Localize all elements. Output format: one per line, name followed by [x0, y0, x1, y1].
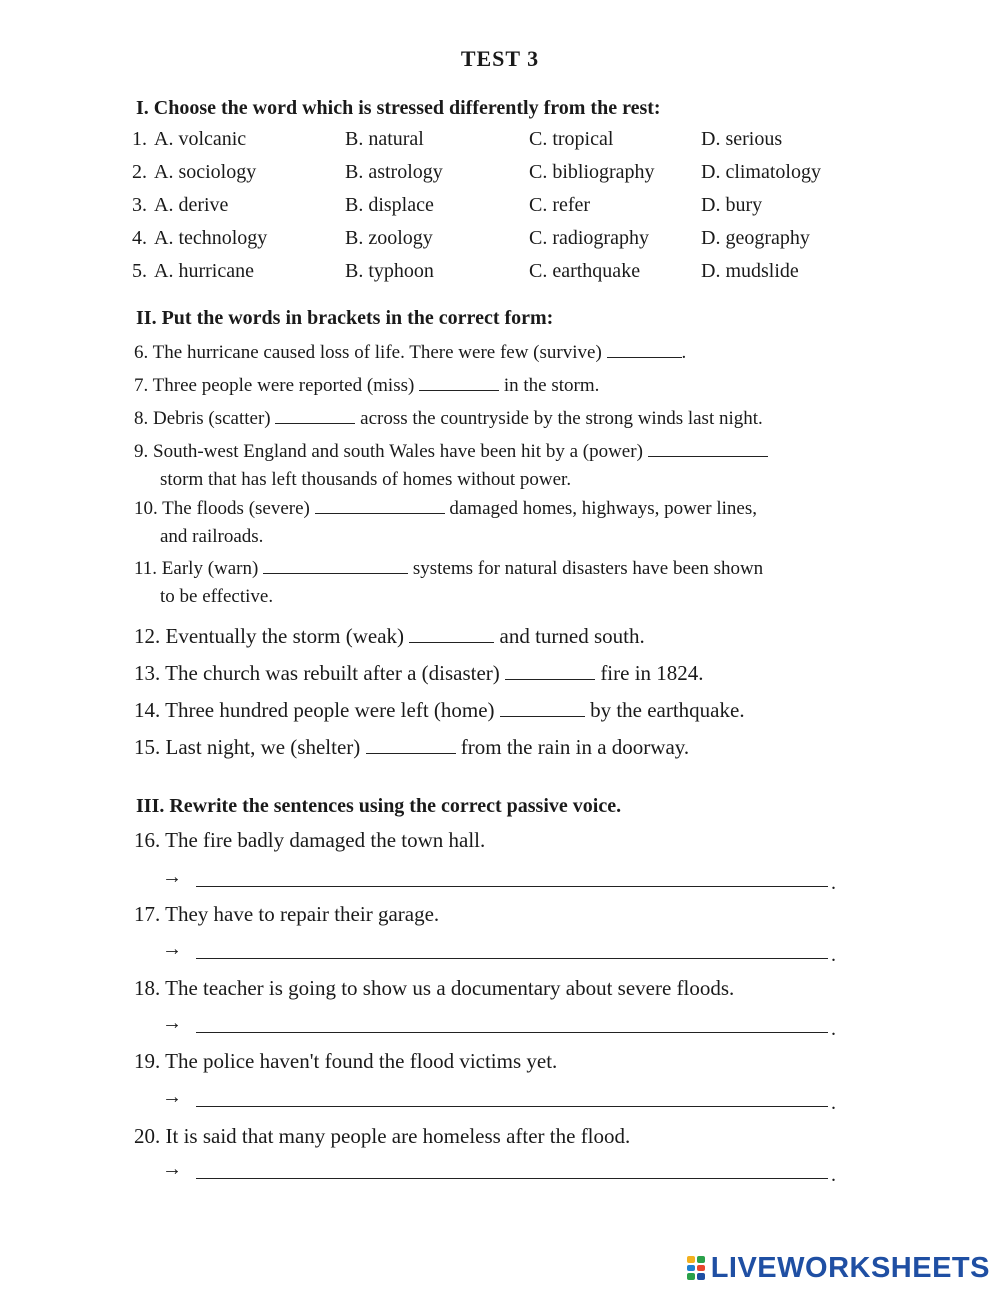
logo-icon: [687, 1256, 705, 1280]
question-text: 8. Debris (scatter): [134, 408, 276, 429]
option-c[interactable]: C. bibliography: [529, 161, 655, 183]
option-b[interactable]: B. natural: [345, 128, 424, 150]
answer-blank[interactable]: [315, 495, 445, 514]
line-end-period: .: [831, 1092, 836, 1114]
question-text: 6. The hurricane caused loss of life. There were few (survive): [134, 342, 607, 363]
option-a[interactable]: A. hurricane: [154, 260, 254, 282]
question-text-continuation: to be effective.: [160, 586, 274, 607]
answer-blank[interactable]: [505, 661, 595, 680]
question-text-end: by the earthquake.: [584, 698, 745, 722]
answer-blank[interactable]: [275, 405, 355, 424]
question-text-end: and turned south.: [494, 624, 645, 648]
question-text: 9. South-west England and south Wales have been hit by a (power): [134, 441, 648, 462]
line-end-period: .: [831, 944, 836, 966]
mc-question-2: [132, 161, 892, 189]
arrow-icon: →: [162, 938, 182, 960]
mc-question-5: [132, 260, 892, 288]
question-6: [134, 339, 874, 367]
question-text-end: .: [681, 342, 687, 363]
mc-question-3: [132, 194, 892, 222]
option-c[interactable]: C. refer: [529, 194, 591, 216]
question-text-end: damaged homes, highways, power lines,: [444, 498, 758, 519]
question-12: [134, 622, 874, 650]
answer-line-20[interactable]: [162, 1158, 842, 1188]
arrow-icon: →: [162, 1012, 182, 1034]
answer-input-line[interactable]: [196, 958, 828, 959]
answer-blank[interactable]: [648, 438, 768, 457]
question-text: 14. Three hundred people were left (home): [134, 698, 500, 722]
question-text-end: in the storm.: [499, 375, 600, 396]
answer-input-line[interactable]: [196, 1032, 828, 1033]
answer-blank[interactable]: [419, 372, 499, 391]
option-d[interactable]: D. serious: [701, 128, 783, 150]
answer-line-18[interactable]: [162, 1012, 842, 1042]
answer-line-19[interactable]: [162, 1086, 842, 1116]
option-c[interactable]: C. tropical: [529, 128, 614, 150]
question-17: 17. They have to repair their garage.: [134, 902, 440, 926]
question-text: 11. Early (warn): [134, 558, 264, 579]
question-9: [134, 438, 874, 494]
arrow-icon: →: [162, 866, 182, 888]
line-end-period: .: [831, 1018, 836, 1040]
answer-blank[interactable]: [500, 698, 585, 717]
question-7: [134, 372, 874, 400]
option-b[interactable]: B. displace: [345, 194, 434, 216]
answer-blank[interactable]: [607, 339, 682, 358]
option-a[interactable]: A. volcanic: [154, 128, 247, 150]
question-text: 10. The floods (severe): [134, 498, 315, 519]
arrow-icon: →: [162, 1086, 182, 1108]
option-b[interactable]: B. astrology: [345, 161, 443, 183]
question-number: 5.: [132, 260, 147, 282]
question-18: 18. The teacher is going to show us a documentary about severe floods.: [134, 976, 735, 1000]
question-text-end: systems for natural disasters have been shown: [408, 558, 764, 579]
question-10: [134, 495, 874, 551]
liveworksheets-logo: [687, 1251, 990, 1285]
question-number: 3.: [132, 194, 147, 216]
question-text: 15. Last night, we (shelter): [134, 735, 366, 759]
option-d[interactable]: D. geography: [701, 227, 810, 249]
option-b[interactable]: B. zoology: [345, 227, 433, 249]
answer-blank[interactable]: [263, 555, 408, 574]
question-text-continuation: storm that has left thousands of homes without power.: [160, 469, 572, 490]
worksheet-title: TEST 3: [460, 46, 540, 71]
option-a[interactable]: A. technology: [154, 227, 268, 249]
answer-input-line[interactable]: [196, 1178, 828, 1179]
option-a[interactable]: A. derive: [154, 194, 229, 216]
question-text: 7. Three people were reported (miss): [134, 375, 420, 396]
question-16: 16. The fire badly damaged the town hall.: [134, 828, 486, 852]
logo-text: LIVEWORKSHEETS: [710, 1251, 990, 1284]
question-8: [134, 405, 874, 433]
option-b[interactable]: B. typhoon: [345, 260, 434, 282]
answer-input-line[interactable]: [196, 1106, 828, 1107]
option-d[interactable]: D. bury: [701, 194, 763, 216]
answer-blank[interactable]: [409, 624, 494, 643]
question-20: 20. It is said that many people are homeless after the flood.: [134, 1124, 631, 1148]
question-text-end: from the rain in a doorway.: [455, 735, 690, 759]
question-number: 2.: [132, 161, 147, 183]
section-1-heading: I. Choose the word which is stressed differently from the rest:: [136, 97, 661, 119]
question-text-end: fire in 1824.: [595, 661, 704, 685]
option-c[interactable]: C. earthquake: [529, 260, 641, 282]
question-15: [134, 733, 874, 761]
option-c[interactable]: C. radiography: [529, 227, 649, 249]
question-text-continuation: and railroads.: [160, 526, 264, 547]
section-3-heading: III. Rewrite the sentences using the correct passive voice.: [136, 795, 622, 817]
arrow-icon: →: [162, 1158, 182, 1180]
answer-line-17[interactable]: [162, 938, 842, 968]
answer-input-line[interactable]: [196, 886, 828, 887]
question-14: [134, 696, 874, 724]
option-d[interactable]: D. climatology: [701, 161, 821, 183]
mc-question-4: [132, 227, 892, 255]
question-number: 1.: [132, 128, 147, 150]
section-2-heading: II. Put the words in brackets in the correct form:: [136, 307, 554, 329]
question-text-end: across the countryside by the strong winds last night.: [355, 408, 763, 429]
option-a[interactable]: A. sociology: [154, 161, 257, 183]
mc-question-1: [132, 128, 892, 156]
line-end-period: .: [831, 1164, 836, 1186]
question-text: 13. The church was rebuilt after a (disaster): [134, 661, 506, 685]
question-19: 19. The police haven't found the flood victims yet.: [134, 1049, 558, 1073]
question-text: 12. Eventually the storm (weak): [134, 624, 410, 648]
question-13: [134, 659, 874, 687]
answer-blank[interactable]: [366, 735, 456, 754]
question-number: 4.: [132, 227, 147, 249]
line-end-period: .: [831, 872, 836, 894]
option-d[interactable]: D. mudslide: [701, 260, 799, 282]
answer-line-16[interactable]: [162, 866, 842, 896]
question-11: [134, 555, 874, 611]
